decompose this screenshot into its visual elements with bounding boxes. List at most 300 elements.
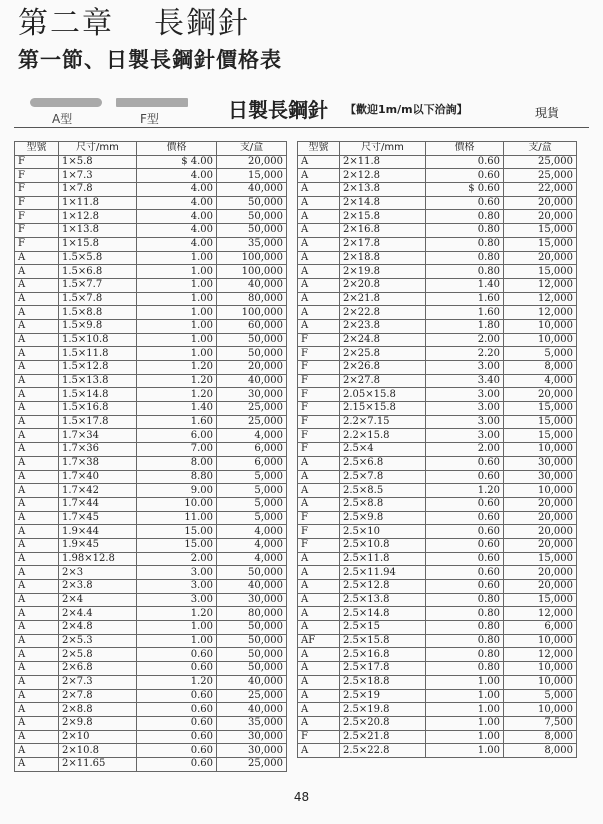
quantity-cell: 22,000 (504, 183, 577, 197)
table-row (15, 319, 287, 333)
size-cell: 2.5×4 (340, 443, 426, 457)
quantity-cell: 50,000 (217, 662, 287, 676)
table-row (15, 511, 287, 525)
quantity-cell: 30,000 (217, 388, 287, 402)
quantity-cell: 8,000 (504, 730, 577, 744)
price-cell: 1.00 (426, 730, 504, 744)
quantity-cell: 30,000 (217, 730, 287, 744)
price-cell: 1.00 (426, 689, 504, 703)
size-cell: 1×11.8 (59, 196, 137, 210)
price-cell: 0.60 (426, 169, 504, 183)
quantity-cell: 15,000 (504, 402, 577, 416)
price-cell: 0.60 (426, 511, 504, 525)
table-row (15, 251, 287, 265)
size-cell: 2×14.8 (340, 196, 426, 210)
price-cell: 3.00 (137, 580, 217, 594)
page-number: 48 (293, 790, 310, 804)
quantity-cell: 15,000 (504, 429, 577, 443)
quantity-cell: 25,000 (217, 757, 287, 771)
type-f-swatch (116, 98, 188, 107)
size-cell: 1.98×12.8 (59, 552, 137, 566)
table-row (15, 757, 287, 771)
quantity-cell: 10,000 (504, 319, 577, 333)
price-cell: 0.60 (426, 196, 504, 210)
price-cell: 0.60 (137, 730, 217, 744)
quantity-cell: 15,000 (217, 169, 287, 183)
size-cell: 2×6.8 (59, 662, 137, 676)
quantity-cell: 5,000 (217, 484, 287, 498)
model-cell: A (15, 456, 59, 470)
table-row (298, 470, 577, 484)
quantity-cell: 12,000 (504, 278, 577, 292)
table-row (298, 511, 577, 525)
chapter-label: 第二章 (18, 6, 114, 41)
model-cell: A (15, 716, 59, 730)
quantity-cell: 10,000 (504, 333, 577, 347)
size-cell: 2.5×7.8 (340, 470, 426, 484)
table-row (15, 634, 287, 648)
size-cell: 2×3 (59, 566, 137, 580)
price-cell: 1.00 (137, 278, 217, 292)
quantity-cell: 10,000 (504, 675, 577, 689)
table-row (298, 237, 577, 251)
price-cell: $ 4.00 (137, 155, 217, 169)
model-cell: A (298, 278, 340, 292)
model-cell: A (298, 196, 340, 210)
quantity-cell: 5,000 (217, 497, 287, 511)
price-cell: 15.00 (137, 538, 217, 552)
model-cell: A (298, 593, 340, 607)
table-row (15, 415, 287, 429)
price-cell: 9.00 (137, 484, 217, 498)
type-a-swatch (30, 98, 102, 107)
price-cell: 0.80 (426, 607, 504, 621)
table-row (298, 730, 577, 744)
model-cell: A (15, 278, 59, 292)
quantity-cell: 40,000 (217, 278, 287, 292)
size-cell: 1.7×40 (59, 470, 137, 484)
size-cell: 2.5×19 (340, 689, 426, 703)
price-cell: 0.80 (426, 265, 504, 279)
price-cell: 1.00 (137, 265, 217, 279)
size-cell: 2×10 (59, 730, 137, 744)
quantity-cell: 15,000 (504, 224, 577, 238)
model-cell: A (298, 292, 340, 306)
header-divider (14, 127, 589, 128)
model-cell: A (15, 566, 59, 580)
model-cell: A (298, 566, 340, 580)
model-cell: A (298, 648, 340, 662)
table-row (298, 292, 577, 306)
table-row (298, 744, 577, 758)
model-cell: F (15, 237, 59, 251)
quantity-cell: 12,000 (504, 607, 577, 621)
table-row (15, 621, 287, 635)
model-cell: A (15, 744, 59, 758)
price-cell: 1.40 (426, 278, 504, 292)
size-cell: 2.5×8.5 (340, 484, 426, 498)
model-cell: F (298, 429, 340, 443)
size-cell: 2×7.3 (59, 675, 137, 689)
size-cell: 2×3.8 (59, 580, 137, 594)
table-row (15, 361, 287, 375)
product-title: 日製長鋼針 (228, 98, 328, 122)
chapter-heading (18, 6, 250, 42)
model-cell: F (298, 415, 340, 429)
table-row (298, 196, 577, 210)
size-cell: 2.5×21.8 (340, 730, 426, 744)
section-title: 第一節、日製長鋼針價格表 (18, 47, 282, 72)
price-cell: 4.00 (137, 183, 217, 197)
size-cell: 1.5×5.8 (59, 251, 137, 265)
size-cell: 1.5×12.8 (59, 361, 137, 375)
model-cell: F (15, 183, 59, 197)
quantity-cell: 30,000 (217, 744, 287, 758)
quantity-cell: 8,000 (504, 744, 577, 758)
quantity-cell: 10,000 (504, 634, 577, 648)
size-cell: 1.7×38 (59, 456, 137, 470)
quantity-cell: 20,000 (504, 196, 577, 210)
quantity-cell: 12,000 (504, 306, 577, 320)
model-cell: A (298, 265, 340, 279)
table-row (15, 374, 287, 388)
size-cell: 2×23.8 (340, 319, 426, 333)
table-row (15, 497, 287, 511)
quantity-cell: 25,000 (504, 169, 577, 183)
size-cell: 1.5×6.8 (59, 265, 137, 279)
table-header-row (15, 142, 287, 156)
quantity-cell: 6,000 (217, 456, 287, 470)
table-row (298, 634, 577, 648)
table-row (15, 703, 287, 717)
model-cell: F (298, 443, 340, 457)
table-row (298, 361, 577, 375)
table-row (298, 402, 577, 416)
size-cell: 1×7.3 (59, 169, 137, 183)
model-cell: F (15, 169, 59, 183)
type-f-label: F型 (140, 112, 159, 126)
size-cell: 1×7.8 (59, 183, 137, 197)
size-cell: 2×24.8 (340, 333, 426, 347)
quantity-cell: 4,000 (504, 374, 577, 388)
model-cell: A (15, 634, 59, 648)
table-row (15, 662, 287, 676)
table-row (298, 662, 577, 676)
model-cell: A (15, 292, 59, 306)
table-row (298, 566, 577, 580)
size-cell: 1.7×45 (59, 511, 137, 525)
size-cell: 2×15.8 (340, 210, 426, 224)
price-cell: 1.20 (137, 607, 217, 621)
table-row (15, 292, 287, 306)
quantity-cell: 50,000 (217, 566, 287, 580)
price-cell: 1.00 (137, 306, 217, 320)
table-row (298, 169, 577, 183)
price-cell: 1.40 (137, 402, 217, 416)
size-cell: 2×5.3 (59, 634, 137, 648)
quantity-cell: 20,000 (504, 525, 577, 539)
size-cell: 1.7×34 (59, 429, 137, 443)
quantity-cell: 10,000 (504, 443, 577, 457)
price-cell: 1.20 (426, 484, 504, 498)
quantity-cell: 50,000 (217, 347, 287, 361)
table-row (298, 183, 577, 197)
price-cell: 3.00 (426, 402, 504, 416)
size-cell: 2×11.65 (59, 757, 137, 771)
table-row (15, 484, 287, 498)
size-cell: 1×13.8 (59, 224, 137, 238)
table-row (15, 347, 287, 361)
size-cell: 2×21.8 (340, 292, 426, 306)
size-cell: 1.5×14.8 (59, 388, 137, 402)
table-row (298, 224, 577, 238)
table-row (15, 429, 287, 443)
price-cell: 3.40 (426, 374, 504, 388)
table-row (298, 484, 577, 498)
table-row (298, 525, 577, 539)
size-cell: 2.5×17.8 (340, 662, 426, 676)
model-cell: F (15, 224, 59, 238)
quantity-cell: 12,000 (504, 648, 577, 662)
quantity-cell: 20,000 (504, 511, 577, 525)
size-cell: 2.15×15.8 (340, 402, 426, 416)
quantity-cell: 25,000 (217, 402, 287, 416)
model-cell: A (15, 580, 59, 594)
table-row (298, 347, 577, 361)
model-cell: A (298, 183, 340, 197)
table-row (15, 306, 287, 320)
size-cell: 2×10.8 (59, 744, 137, 758)
header-quantity: 支/盒 (504, 142, 577, 156)
quantity-cell: 50,000 (217, 648, 287, 662)
quantity-cell: 100,000 (217, 265, 287, 279)
model-cell: A (298, 306, 340, 320)
quantity-cell: 50,000 (217, 210, 287, 224)
size-cell: 1.9×44 (59, 525, 137, 539)
quantity-cell: 60,000 (217, 319, 287, 333)
quantity-cell: 35,000 (217, 237, 287, 251)
table-row (15, 566, 287, 580)
size-cell: 2.2×15.8 (340, 429, 426, 443)
model-cell: A (298, 703, 340, 717)
table-row (298, 675, 577, 689)
quantity-cell: 35,000 (217, 716, 287, 730)
quantity-cell: 8,000 (504, 361, 577, 375)
size-cell: 1.5×17.8 (59, 415, 137, 429)
size-cell: 2×8.8 (59, 703, 137, 717)
model-cell: A (298, 484, 340, 498)
quantity-cell: 5,000 (504, 689, 577, 703)
size-cell: 1×15.8 (59, 237, 137, 251)
model-cell: F (298, 730, 340, 744)
table-row (15, 224, 287, 238)
quantity-cell: 30,000 (217, 593, 287, 607)
price-cell: 10.00 (137, 497, 217, 511)
size-cell: 2.5×11.94 (340, 566, 426, 580)
price-cell: 1.60 (137, 415, 217, 429)
price-cell: 11.00 (137, 511, 217, 525)
table-row (15, 470, 287, 484)
model-cell: A (15, 662, 59, 676)
model-cell: A (15, 347, 59, 361)
price-cell: 1.00 (426, 675, 504, 689)
header-price: 價格 (426, 142, 504, 156)
model-cell: A (298, 237, 340, 251)
size-cell: 2×22.8 (340, 306, 426, 320)
quantity-cell: 4,000 (217, 429, 287, 443)
table-row (15, 456, 287, 470)
quantity-cell: 20,000 (504, 210, 577, 224)
header-model: 型號 (298, 142, 340, 156)
table-row (15, 525, 287, 539)
price-cell: 2.00 (426, 333, 504, 347)
header-price: 價格 (137, 142, 217, 156)
quantity-cell: 80,000 (217, 607, 287, 621)
quantity-cell: 15,000 (504, 593, 577, 607)
size-cell: 2×19.8 (340, 265, 426, 279)
price-cell: 0.60 (426, 155, 504, 169)
table-row (15, 388, 287, 402)
table-row (298, 429, 577, 443)
size-cell: 1.7×42 (59, 484, 137, 498)
size-cell: 1.5×9.8 (59, 319, 137, 333)
quantity-cell: 15,000 (504, 237, 577, 251)
size-cell: 1.9×45 (59, 538, 137, 552)
table-row (298, 593, 577, 607)
model-cell: A (15, 251, 59, 265)
quantity-cell: 5,000 (217, 511, 287, 525)
size-cell: 2.5×10 (340, 525, 426, 539)
price-cell: 0.60 (137, 716, 217, 730)
table-row (298, 497, 577, 511)
price-cell: 0.60 (426, 566, 504, 580)
price-cell: 8.80 (137, 470, 217, 484)
quantity-cell: 50,000 (217, 333, 287, 347)
table-row (15, 552, 287, 566)
quantity-cell: 25,000 (217, 689, 287, 703)
model-cell: A (15, 361, 59, 375)
quantity-cell: 50,000 (217, 621, 287, 635)
size-cell: 2.5×12.8 (340, 580, 426, 594)
size-cell: 2.5×10.8 (340, 538, 426, 552)
price-cell: 1.00 (137, 319, 217, 333)
model-cell: A (298, 580, 340, 594)
model-cell: A (15, 470, 59, 484)
price-cell: 3.00 (137, 566, 217, 580)
size-cell: 2×20.8 (340, 278, 426, 292)
quantity-cell: 30,000 (504, 456, 577, 470)
size-cell: 2.5×16.8 (340, 648, 426, 662)
table-row (15, 648, 287, 662)
model-cell: A (15, 319, 59, 333)
table-row (298, 265, 577, 279)
quantity-cell: 10,000 (504, 484, 577, 498)
price-cell: 3.00 (426, 429, 504, 443)
price-cell: 0.60 (137, 648, 217, 662)
quantity-cell: 4,000 (217, 538, 287, 552)
price-cell: 4.00 (137, 237, 217, 251)
size-cell: 2×25.8 (340, 347, 426, 361)
quantity-cell: 20,000 (504, 388, 577, 402)
price-cell: 1.00 (137, 292, 217, 306)
model-cell: A (298, 470, 340, 484)
model-cell: F (298, 374, 340, 388)
table-row (15, 155, 287, 169)
size-cell: 2×4.4 (59, 607, 137, 621)
model-cell: A (15, 552, 59, 566)
quantity-cell: 40,000 (217, 374, 287, 388)
table-row (15, 265, 287, 279)
price-cell: 4.00 (137, 210, 217, 224)
price-cell: 0.80 (426, 593, 504, 607)
size-cell: 2.5×9.8 (340, 511, 426, 525)
table-row (298, 689, 577, 703)
price-cell: 1.00 (137, 634, 217, 648)
table-row (298, 443, 577, 457)
size-cell: 1.5×8.8 (59, 306, 137, 320)
size-cell: 2.5×6.8 (340, 456, 426, 470)
quantity-cell: 100,000 (217, 306, 287, 320)
price-cell: 4.00 (137, 224, 217, 238)
price-cell: 3.00 (426, 415, 504, 429)
table-row (15, 183, 287, 197)
model-cell: A (15, 757, 59, 771)
price-cell: 0.60 (426, 525, 504, 539)
price-cell: 0.80 (426, 251, 504, 265)
price-cell: 0.80 (426, 621, 504, 635)
table-row (298, 306, 577, 320)
price-cell: 8.00 (137, 456, 217, 470)
model-cell: F (15, 155, 59, 169)
quantity-cell: 6,000 (504, 621, 577, 635)
size-cell: 2×13.8 (340, 183, 426, 197)
price-cell: 0.60 (426, 552, 504, 566)
price-cell: 0.60 (426, 538, 504, 552)
model-cell: A (15, 593, 59, 607)
size-cell: 1×12.8 (59, 210, 137, 224)
model-cell: A (298, 552, 340, 566)
table-row (15, 744, 287, 758)
model-cell: A (15, 306, 59, 320)
table-row (298, 703, 577, 717)
price-cell: 1.00 (426, 716, 504, 730)
price-cell: 4.00 (137, 169, 217, 183)
price-cell: 0.80 (426, 237, 504, 251)
size-cell: 2×4.8 (59, 621, 137, 635)
table-row (15, 333, 287, 347)
price-cell: 1.00 (137, 621, 217, 635)
model-cell: A (298, 155, 340, 169)
table-row (15, 675, 287, 689)
model-cell: A (298, 675, 340, 689)
quantity-cell: 20,000 (217, 155, 287, 169)
table-row (298, 607, 577, 621)
model-cell: A (298, 224, 340, 238)
model-cell: A (298, 744, 340, 758)
model-cell: A (15, 703, 59, 717)
table-row (298, 333, 577, 347)
size-cell: 2×5.8 (59, 648, 137, 662)
model-cell: F (15, 196, 59, 210)
price-cell: 1.80 (426, 319, 504, 333)
model-cell: A (298, 689, 340, 703)
table-row (298, 648, 577, 662)
price-cell: 4.00 (137, 196, 217, 210)
size-cell: 2.5×18.8 (340, 675, 426, 689)
size-cell: 2×11.8 (340, 155, 426, 169)
product-note: 【歡迎1m/m以下洽詢】 (345, 103, 468, 116)
table-row (298, 580, 577, 594)
